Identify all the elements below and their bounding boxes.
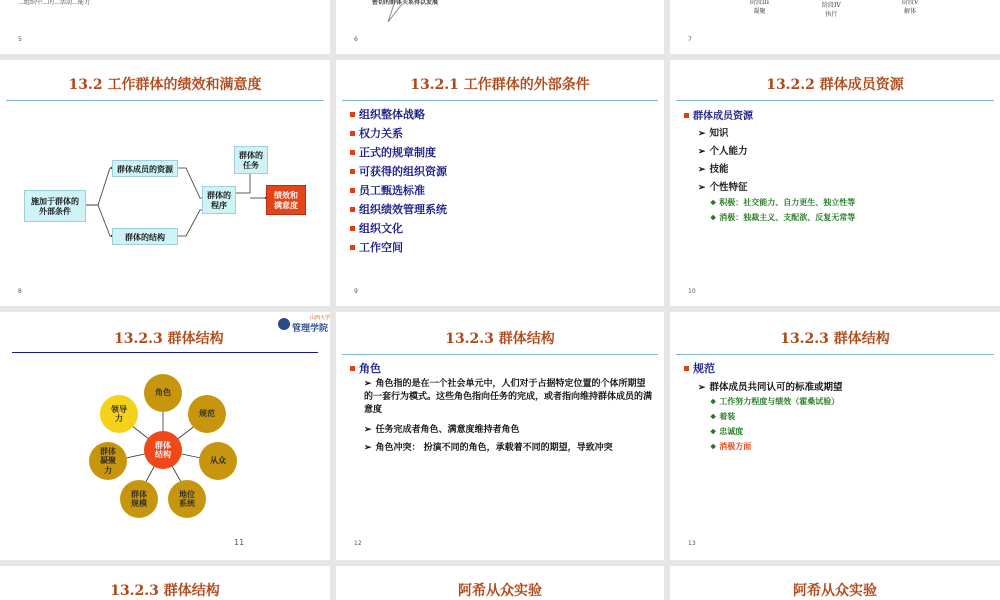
slide-8[interactable]: [0, 60, 330, 306]
role-definition: ➢ 角色指的是在一个社会单元中，人们对于占据特定位置的个体所期望的一套行为模式。这些角色指向任务的完成，或者指向维持群体成员的满意度: [364, 379, 653, 416]
title-divider: [342, 100, 658, 101]
page-number: 9: [354, 288, 358, 295]
title-divider: [676, 354, 994, 355]
bullet-item: 组织整体战略: [350, 106, 425, 122]
performance-satisfaction-box: 绩效和 满意度: [266, 185, 306, 215]
slide-fragment-text: …组织中…的…活动…能力: [18, 0, 91, 6]
slide-title: 13.2 工作群体的绩效和满意度: [68, 77, 262, 93]
node-cohesiveness: 群体 凝聚 力: [89, 442, 127, 480]
node-conformity: 从众: [199, 442, 237, 480]
title-divider: [676, 100, 994, 101]
logo-subtitle: 山西大学: [310, 315, 330, 321]
slide-13[interactable]: [670, 312, 1000, 560]
slide-10[interactable]: [670, 60, 1000, 306]
member-resources-box: 群体成员的资源: [112, 160, 178, 177]
slide-15[interactable]: [336, 566, 664, 600]
negative-traits: ❖ 消极：独裁主义、支配欲、反复无常等: [710, 212, 856, 222]
slide-title: 13.2.3 群体结构: [114, 331, 224, 347]
slide-title: 阿希从众实验: [793, 583, 877, 599]
sub-item: ➢ 技能: [698, 164, 729, 175]
page-number: 13: [688, 540, 696, 547]
slide-6[interactable]: [336, 0, 664, 54]
bullet-item: 工作空间: [350, 239, 403, 255]
page-number: 5: [18, 36, 22, 43]
sub-item: ➢ 知识: [698, 128, 729, 139]
node-norms: 规范: [188, 395, 226, 433]
slide-5[interactable]: [0, 0, 330, 54]
norm-item: ❖ 忠诚度: [710, 426, 744, 436]
bullet-item: 组织绩效管理系统: [350, 201, 447, 217]
node-group-size: 群体 规模: [120, 480, 158, 518]
sub-item: ➢ 个性特征: [698, 182, 748, 193]
logo-text: 管理学院: [292, 324, 329, 334]
page-number: 12: [354, 540, 362, 547]
external-conditions-box: 施加于群体的 外部条件: [24, 190, 86, 222]
node-status-system: 地位 系统: [168, 480, 206, 518]
page-number: 11: [234, 538, 245, 547]
sub-item: ➢ 群体成员共同认可的标准或期望: [698, 382, 843, 393]
slide-title: 13.2.3 群体结构: [445, 331, 555, 347]
positive-traits: ❖ 积极：社交能力、自力更生、独立性等: [710, 197, 856, 207]
title-divider: [342, 354, 658, 355]
stage-3-label: 阶段III 凝聚: [750, 0, 770, 15]
slide-title: 13.2.2 群体成员资源: [766, 77, 904, 93]
slide-9[interactable]: [336, 60, 664, 306]
norm-item-negative: ❖ 消极方面: [710, 441, 752, 451]
slide-title: 13.2.3 群体结构: [780, 331, 890, 347]
page-number: 6: [354, 36, 358, 43]
page-number: 8: [18, 288, 22, 295]
role-types: ➢ 任务完成者角色、满意度维持者角色: [364, 425, 520, 435]
flow-connectors: [0, 60, 330, 306]
slide-title: 阿希从众实验: [458, 583, 542, 599]
group-task-box: 群体的 任务: [234, 146, 268, 174]
callout-text: 密切的群体关系得以发展: [372, 0, 439, 6]
page-number: 10: [688, 288, 696, 295]
group-structure-box: 群体的结构: [112, 228, 178, 245]
slide-16[interactable]: [670, 566, 1000, 600]
bullet-item: 规范: [684, 360, 715, 376]
group-process-box: 群体的 程序: [202, 186, 236, 214]
node-role: 角色: [144, 374, 182, 412]
sub-item: ➢ 个人能力: [698, 146, 748, 157]
stage-4-label: 阶段IV 执行: [822, 2, 841, 18]
slide-12[interactable]: [336, 312, 664, 560]
norm-item: ❖ 工作努力程度与绩效（霍桑试验）: [710, 396, 840, 406]
bullet-item: 群体成员资源: [684, 107, 753, 122]
slide-11[interactable]: [0, 312, 330, 560]
norm-item: ❖ 着装: [710, 411, 736, 421]
page-number: 7: [688, 36, 692, 43]
slide-title: 13.2.3 群体结构: [110, 583, 220, 599]
node-center-group-structure: 群体 结构: [144, 431, 182, 469]
slide-title: 13.2.1 工作群体的外部条件: [410, 77, 590, 93]
bullet-item: 角色: [350, 360, 381, 376]
bullet-item: 可获得的组织资源: [350, 163, 447, 179]
bullet-item: 权力关系: [350, 125, 403, 141]
slide-14[interactable]: [0, 566, 330, 600]
slide-7[interactable]: [670, 0, 1000, 54]
bullet-item: 员工甄选标准: [350, 182, 425, 198]
stage-5-label: 阶段V 解体: [902, 0, 919, 15]
bullet-item: 正式的规章制度: [350, 144, 436, 160]
bullet-item: 组织文化: [350, 220, 403, 236]
role-conflict: ➢ 角色冲突： 扮演不同的角色，承载着不同的期望，导致冲突: [364, 443, 613, 453]
node-leadership: 领导 力: [100, 395, 138, 433]
